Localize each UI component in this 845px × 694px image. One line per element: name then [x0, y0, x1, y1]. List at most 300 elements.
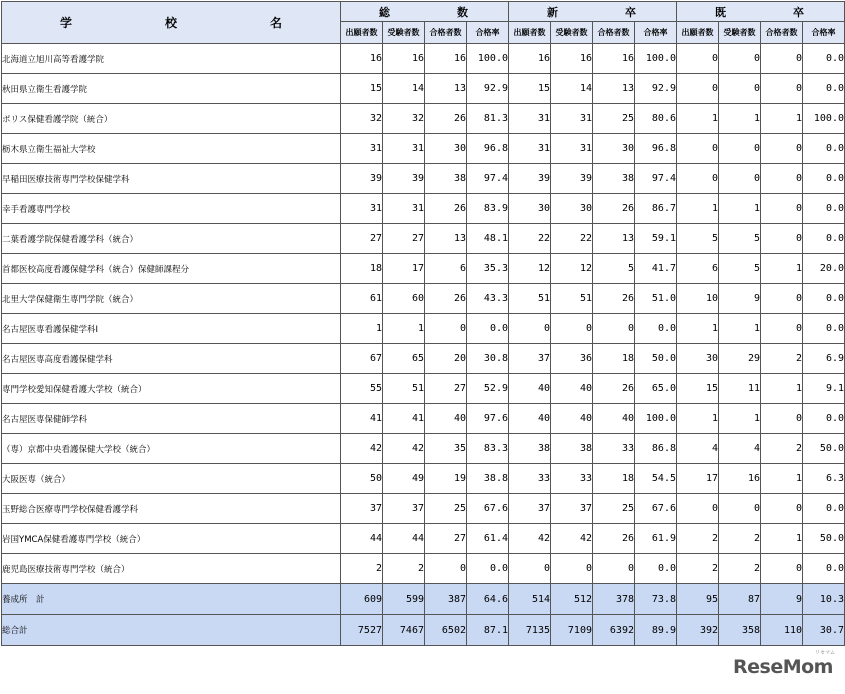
value-cell: 30 [593, 134, 635, 164]
value-cell: 83.9 [467, 194, 509, 224]
column-header: 受験者数 [719, 22, 761, 44]
value-cell: 0.0 [803, 44, 845, 74]
value-cell: 0.0 [803, 554, 845, 584]
column-header: 出願者数 [677, 22, 719, 44]
table-row [2, 344, 845, 374]
school-name-cell: 北里大学保健衛生専門学院（統合） [2, 284, 341, 314]
table-row [2, 284, 845, 314]
value-cell: 37 [509, 494, 551, 524]
value-cell: 1 [677, 404, 719, 434]
school-name-cell: 二葉看護学院保健看護学科（統合） [2, 224, 341, 254]
value-cell: 0 [593, 554, 635, 584]
value-cell: 0 [509, 554, 551, 584]
value-cell: 0 [719, 134, 761, 164]
value-cell: 12 [509, 254, 551, 284]
value-cell: 514 [509, 584, 551, 615]
value-cell: 6392 [593, 615, 635, 646]
value-cell: 18 [341, 254, 383, 284]
value-cell: 44 [341, 524, 383, 554]
table-row [2, 464, 845, 494]
value-cell: 61 [341, 284, 383, 314]
value-cell: 392 [677, 615, 719, 646]
value-cell: 5 [719, 254, 761, 284]
value-cell: 40 [425, 404, 467, 434]
value-cell: 38 [593, 164, 635, 194]
column-header: 合格率 [803, 22, 845, 44]
table-row [2, 224, 845, 254]
value-cell: 0 [761, 554, 803, 584]
value-cell: 67.6 [635, 494, 677, 524]
value-cell: 50.0 [803, 434, 845, 464]
value-cell: 9 [761, 584, 803, 615]
value-cell: 59.1 [635, 224, 677, 254]
group-header-total [341, 2, 509, 22]
value-cell: 31 [383, 134, 425, 164]
value-cell: 15 [341, 74, 383, 104]
value-cell: 0 [677, 74, 719, 104]
value-cell: 378 [593, 584, 635, 615]
value-cell: 39 [551, 164, 593, 194]
value-cell: 7135 [509, 615, 551, 646]
value-cell: 30 [677, 344, 719, 374]
value-cell: 0.0 [803, 134, 845, 164]
value-cell: 0.0 [467, 554, 509, 584]
value-cell: 33 [551, 464, 593, 494]
resemom-logo: ReseMom [733, 656, 833, 678]
value-cell: 13 [593, 224, 635, 254]
school-name-cell: 専門学校愛知保健看護大学校（統合） [2, 374, 341, 404]
value-cell: 39 [383, 164, 425, 194]
value-cell: 40 [551, 374, 593, 404]
value-cell: 0 [425, 314, 467, 344]
value-cell: 26 [593, 374, 635, 404]
value-cell: 0.0 [467, 314, 509, 344]
school-name-cell: 名古屋医専看護保健学科Ⅰ [2, 314, 341, 344]
value-cell: 16 [383, 44, 425, 74]
value-cell: 42 [509, 524, 551, 554]
value-cell: 0 [719, 74, 761, 104]
value-cell: 0 [761, 134, 803, 164]
value-cell: 2 [341, 554, 383, 584]
school-name-cell: 大阪医専（統合） [2, 464, 341, 494]
value-cell: 1 [761, 104, 803, 134]
school-name-cell: ポリス保健看護学院（統合） [2, 104, 341, 134]
value-cell: 31 [509, 134, 551, 164]
value-cell: 60 [383, 284, 425, 314]
value-cell: 2 [677, 554, 719, 584]
value-cell: 29 [719, 344, 761, 374]
group-header-char: 卒 [793, 5, 804, 19]
school-name-cell: 首都医校高度看護保健学科（統合）保健師課程分 [2, 254, 341, 284]
value-cell: 1 [677, 104, 719, 134]
value-cell: 4 [719, 434, 761, 464]
school-name-cell: 早稲田医療技術専門学校保健学科 [2, 164, 341, 194]
group-header-char: 新 [547, 5, 558, 19]
value-cell: 43.3 [467, 284, 509, 314]
value-cell: 54.5 [635, 464, 677, 494]
value-cell: 31 [341, 134, 383, 164]
value-cell: 0.0 [803, 224, 845, 254]
value-cell: 100.0 [803, 104, 845, 134]
table-row [2, 554, 845, 584]
total-row [2, 615, 845, 646]
value-cell: 0 [761, 284, 803, 314]
value-cell: 100.0 [635, 44, 677, 74]
value-cell: 31 [509, 104, 551, 134]
value-cell: 26 [593, 524, 635, 554]
value-cell: 0 [593, 314, 635, 344]
value-cell: 27 [341, 224, 383, 254]
value-cell: 0.0 [803, 284, 845, 314]
value-cell: 27 [383, 224, 425, 254]
value-cell: 14 [383, 74, 425, 104]
value-cell: 0 [677, 44, 719, 74]
value-cell: 67.6 [467, 494, 509, 524]
value-cell: 16 [593, 44, 635, 74]
value-cell: 17 [677, 464, 719, 494]
exam-results-table [1, 1, 845, 646]
value-cell: 0 [719, 164, 761, 194]
value-cell: 33 [593, 434, 635, 464]
school-name-cell: 秋田県立衛生看護学院 [2, 74, 341, 104]
value-cell: 61.9 [635, 524, 677, 554]
value-cell: 0.0 [803, 404, 845, 434]
value-cell: 37 [551, 494, 593, 524]
value-cell: 0 [509, 314, 551, 344]
value-cell: 37 [383, 494, 425, 524]
value-cell: 0 [761, 494, 803, 524]
school-name-header [2, 2, 341, 44]
value-cell: 16 [551, 44, 593, 74]
value-cell: 1 [761, 374, 803, 404]
value-cell: 38 [551, 434, 593, 464]
value-cell: 25 [593, 494, 635, 524]
group-header-char: 既 [715, 5, 726, 19]
value-cell: 13 [425, 224, 467, 254]
group-header-new-grad [509, 2, 677, 22]
school-name-cell: 名古屋医専保健師学科 [2, 404, 341, 434]
value-cell: 40 [551, 404, 593, 434]
value-cell: 80.6 [635, 104, 677, 134]
value-cell: 0 [761, 74, 803, 104]
value-cell: 5 [593, 254, 635, 284]
value-cell: 30 [509, 194, 551, 224]
value-cell: 51 [551, 284, 593, 314]
value-cell: 97.4 [467, 164, 509, 194]
value-cell: 95 [677, 584, 719, 615]
value-cell: 50.0 [803, 524, 845, 554]
value-cell: 51.0 [635, 284, 677, 314]
value-cell: 38.8 [467, 464, 509, 494]
school-name-cell: 栃木県立衛生福祉大学校 [2, 134, 341, 164]
value-cell: 52.9 [467, 374, 509, 404]
value-cell: 0.0 [803, 494, 845, 524]
value-cell: 37 [509, 344, 551, 374]
value-cell: 32 [383, 104, 425, 134]
value-cell: 9.1 [803, 374, 845, 404]
value-cell: 1 [677, 314, 719, 344]
value-cell: 65 [383, 344, 425, 374]
value-cell: 31 [341, 194, 383, 224]
column-header: 出願者数 [341, 22, 383, 44]
value-cell: 1 [677, 194, 719, 224]
value-cell: 27 [425, 374, 467, 404]
value-cell: 50.0 [635, 344, 677, 374]
value-cell: 41.7 [635, 254, 677, 284]
value-cell: 100.0 [635, 404, 677, 434]
value-cell: 40 [509, 404, 551, 434]
value-cell: 26 [425, 104, 467, 134]
value-cell: 31 [551, 134, 593, 164]
value-cell: 6 [425, 254, 467, 284]
value-cell: 19 [425, 464, 467, 494]
value-cell: 0 [761, 164, 803, 194]
watermark-small-text: リセマム [815, 650, 835, 656]
value-cell: 15 [509, 74, 551, 104]
column-header: 合格率 [467, 22, 509, 44]
value-cell: 100.0 [467, 44, 509, 74]
value-cell: 42 [551, 524, 593, 554]
value-cell: 0 [761, 224, 803, 254]
value-cell: 0 [677, 494, 719, 524]
value-cell: 16 [509, 44, 551, 74]
value-cell: 55 [341, 374, 383, 404]
value-cell: 36 [551, 344, 593, 374]
value-cell: 13 [425, 74, 467, 104]
value-cell: 5 [719, 224, 761, 254]
column-header: 合格者数 [593, 22, 635, 44]
value-cell: 40 [509, 374, 551, 404]
value-cell: 39 [341, 164, 383, 194]
value-cell: 73.8 [635, 584, 677, 615]
value-cell: 50 [341, 464, 383, 494]
school-name-cell: 北海道立旭川高等看護学院 [2, 44, 341, 74]
value-cell: 0 [719, 494, 761, 524]
value-cell: 65.0 [635, 374, 677, 404]
value-cell: 2 [719, 554, 761, 584]
value-cell: 0 [677, 164, 719, 194]
school-header-char: 校 [164, 16, 177, 30]
value-cell: 11 [719, 374, 761, 404]
value-cell: 41 [341, 404, 383, 434]
group-header-past-grad [677, 2, 845, 22]
value-cell: 27 [425, 524, 467, 554]
value-cell: 22 [551, 224, 593, 254]
value-cell: 358 [719, 615, 761, 646]
column-header: 出願者数 [509, 22, 551, 44]
group-header-char: 総 [379, 5, 390, 19]
value-cell: 92.9 [467, 74, 509, 104]
value-cell: 33 [509, 464, 551, 494]
table-row [2, 194, 845, 224]
value-cell: 0 [761, 404, 803, 434]
column-header: 受験者数 [551, 22, 593, 44]
value-cell: 110 [761, 615, 803, 646]
school-name-cell: 名古屋医専高度看護保健学科 [2, 344, 341, 374]
value-cell: 6.3 [803, 464, 845, 494]
value-cell: 42 [383, 434, 425, 464]
value-cell: 512 [551, 584, 593, 615]
school-name-cell: 玉野総合医療専門学校保健看護学科 [2, 494, 341, 524]
value-cell: 15 [677, 374, 719, 404]
value-cell: 31 [551, 104, 593, 134]
value-cell: 86.8 [635, 434, 677, 464]
value-cell: 20.0 [803, 254, 845, 284]
value-cell: 14 [551, 74, 593, 104]
school-name-cell: 総合計 [2, 615, 341, 646]
value-cell: 0.0 [635, 314, 677, 344]
value-cell: 30.8 [467, 344, 509, 374]
column-header: 受験者数 [383, 22, 425, 44]
value-cell: 41 [383, 404, 425, 434]
table-row [2, 44, 845, 74]
table-row [2, 314, 845, 344]
value-cell: 26 [593, 284, 635, 314]
value-cell: 1 [341, 314, 383, 344]
school-name-cell: 鹿児島医療技術専門学校（統合） [2, 554, 341, 584]
value-cell: 51 [509, 284, 551, 314]
value-cell: 9 [719, 284, 761, 314]
value-cell: 599 [383, 584, 425, 615]
table-row [2, 404, 845, 434]
table-row [2, 434, 845, 464]
value-cell: 1 [719, 194, 761, 224]
table-row [2, 164, 845, 194]
value-cell: 37 [341, 494, 383, 524]
table-row [2, 134, 845, 164]
value-cell: 96.8 [635, 134, 677, 164]
value-cell: 26 [425, 284, 467, 314]
value-cell: 0 [761, 194, 803, 224]
value-cell: 87.1 [467, 615, 509, 646]
table-row [2, 494, 845, 524]
group-header-char: 数 [457, 5, 468, 19]
value-cell: 5 [677, 224, 719, 254]
value-cell: 6.9 [803, 344, 845, 374]
value-cell: 1 [719, 104, 761, 134]
value-cell: 6502 [425, 615, 467, 646]
table-row [2, 74, 845, 104]
value-cell: 20 [425, 344, 467, 374]
value-cell: 30 [551, 194, 593, 224]
value-cell: 25 [425, 494, 467, 524]
value-cell: 87 [719, 584, 761, 615]
value-cell: 0 [551, 314, 593, 344]
value-cell: 89.9 [635, 615, 677, 646]
value-cell: 26 [593, 194, 635, 224]
column-header: 合格率 [635, 22, 677, 44]
value-cell: 7467 [383, 615, 425, 646]
value-cell: 2 [761, 344, 803, 374]
value-cell: 32 [341, 104, 383, 134]
value-cell: 12 [551, 254, 593, 284]
value-cell: 25 [593, 104, 635, 134]
school-header-char: 名 [269, 16, 282, 30]
value-cell: 0 [677, 134, 719, 164]
value-cell: 18 [593, 344, 635, 374]
value-cell: 0.0 [803, 314, 845, 344]
value-cell: 35 [425, 434, 467, 464]
value-cell: 10 [677, 284, 719, 314]
school-name-cell: 岩国YMCA保健看護専門学校（統合） [2, 524, 341, 554]
value-cell: 30.7 [803, 615, 845, 646]
table-row [2, 374, 845, 404]
value-cell: 2 [719, 524, 761, 554]
column-header: 合格者数 [425, 22, 467, 44]
value-cell: 16 [425, 44, 467, 74]
school-name-cell: 幸手看護専門学校 [2, 194, 341, 224]
value-cell: 7527 [341, 615, 383, 646]
value-cell: 86.7 [635, 194, 677, 224]
value-cell: 2 [761, 434, 803, 464]
value-cell: 17 [383, 254, 425, 284]
total-row [2, 584, 845, 615]
value-cell: 4 [677, 434, 719, 464]
value-cell: 92.9 [635, 74, 677, 104]
value-cell: 38 [425, 164, 467, 194]
value-cell: 7109 [551, 615, 593, 646]
value-cell: 0 [551, 554, 593, 584]
value-cell: 49 [383, 464, 425, 494]
value-cell: 97.6 [467, 404, 509, 434]
value-cell: 44 [383, 524, 425, 554]
value-cell: 61.4 [467, 524, 509, 554]
value-cell: 1 [719, 314, 761, 344]
value-cell: 387 [425, 584, 467, 615]
value-cell: 35.3 [467, 254, 509, 284]
value-cell: 0 [425, 554, 467, 584]
value-cell: 0.0 [803, 194, 845, 224]
value-cell: 40 [593, 404, 635, 434]
value-cell: 81.3 [467, 104, 509, 134]
group-header-char: 卒 [625, 5, 636, 19]
value-cell: 0.0 [803, 164, 845, 194]
table-row [2, 104, 845, 134]
value-cell: 18 [593, 464, 635, 494]
value-cell: 31 [383, 194, 425, 224]
value-cell: 42 [341, 434, 383, 464]
value-cell: 48.1 [467, 224, 509, 254]
value-cell: 0 [719, 44, 761, 74]
value-cell: 6 [677, 254, 719, 284]
value-cell: 1 [761, 464, 803, 494]
value-cell: 609 [341, 584, 383, 615]
value-cell: 51 [383, 374, 425, 404]
value-cell: 13 [593, 74, 635, 104]
value-cell: 1 [383, 314, 425, 344]
value-cell: 1 [761, 254, 803, 284]
value-cell: 38 [509, 434, 551, 464]
column-header: 合格者数 [761, 22, 803, 44]
value-cell: 67 [341, 344, 383, 374]
value-cell: 83.3 [467, 434, 509, 464]
value-cell: 1 [761, 524, 803, 554]
value-cell: 0 [761, 44, 803, 74]
school-header-char: 学 [60, 16, 73, 30]
value-cell: 22 [509, 224, 551, 254]
value-cell: 0 [761, 314, 803, 344]
value-cell: 16 [719, 464, 761, 494]
table-row [2, 254, 845, 284]
value-cell: 1 [719, 404, 761, 434]
value-cell: 96.8 [467, 134, 509, 164]
value-cell: 0.0 [803, 74, 845, 104]
value-cell: 30 [425, 134, 467, 164]
value-cell: 16 [341, 44, 383, 74]
value-cell: 0.0 [635, 554, 677, 584]
value-cell: 2 [383, 554, 425, 584]
school-name-cell: 養成所 計 [2, 584, 341, 615]
